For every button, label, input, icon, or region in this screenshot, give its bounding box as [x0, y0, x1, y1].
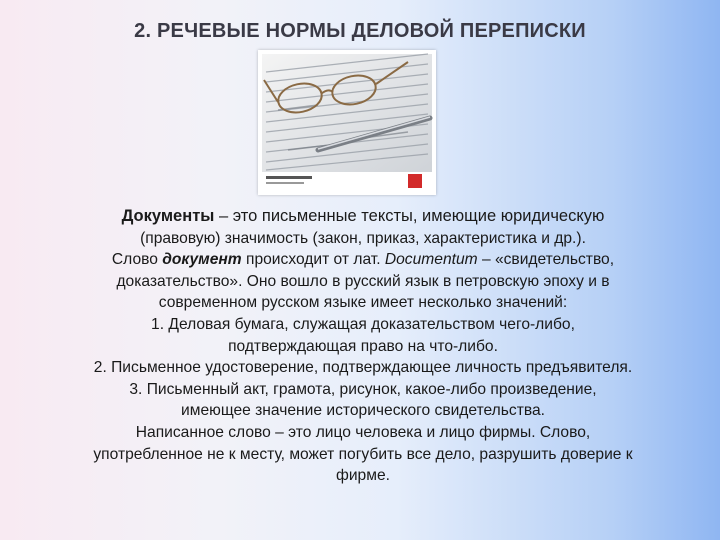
conclusion-line-3: фирме. [336, 467, 390, 485]
etymology-line-1: Слово документ происходит от лат. Documentum – «свидетельство, [111, 251, 615, 269]
etymology-line-2: доказательство». Оно вошло в русский язык в петровскую эпоху и в [116, 272, 610, 290]
meaning-1-line-1: 1. Деловая бумага, служащая доказательством чего-либо, [151, 315, 575, 333]
body-text [40, 206, 686, 487]
conclusion-line-1: Написанное слово – это лицо человека и лицо фирмы. Слово, [135, 423, 591, 441]
definition-line-2: (правовую) значимость (закон, приказ, характеристика и др.). [140, 229, 586, 247]
meaning-3-line-1: 3. Письменный акт, грамота, рисунок, какое-либо произведение, [129, 380, 597, 398]
meaning-2: 2. Письменное удостоверение, подтверждающее личность предъявителя. [93, 359, 633, 377]
slide-title: 2. РЕЧЕВЫЕ НОРМЫ ДЕЛОВОЙ ПЕРЕПИСКИ [134, 20, 586, 42]
term-document: документ [162, 251, 242, 269]
meanings-intro: современном русском языке имеет несколько значений: [158, 294, 568, 312]
meaning-1-line-2: подтверждающая право на что-либо. [228, 337, 498, 355]
conclusion-line-2: употребленное не к месту, может погубить все дело, разрушить доверие к [93, 445, 633, 463]
document-with-glasses-and-pen-icon [258, 50, 436, 195]
latin-term: Documentum [384, 251, 478, 269]
term-documents: Документы [121, 207, 215, 225]
definition-line-1: Документы – это письменные тексты, имеющие юридическую [121, 207, 605, 225]
document-photo [258, 50, 436, 195]
meaning-3-line-2: имеющее значение исторического свидетельства. [181, 402, 545, 420]
